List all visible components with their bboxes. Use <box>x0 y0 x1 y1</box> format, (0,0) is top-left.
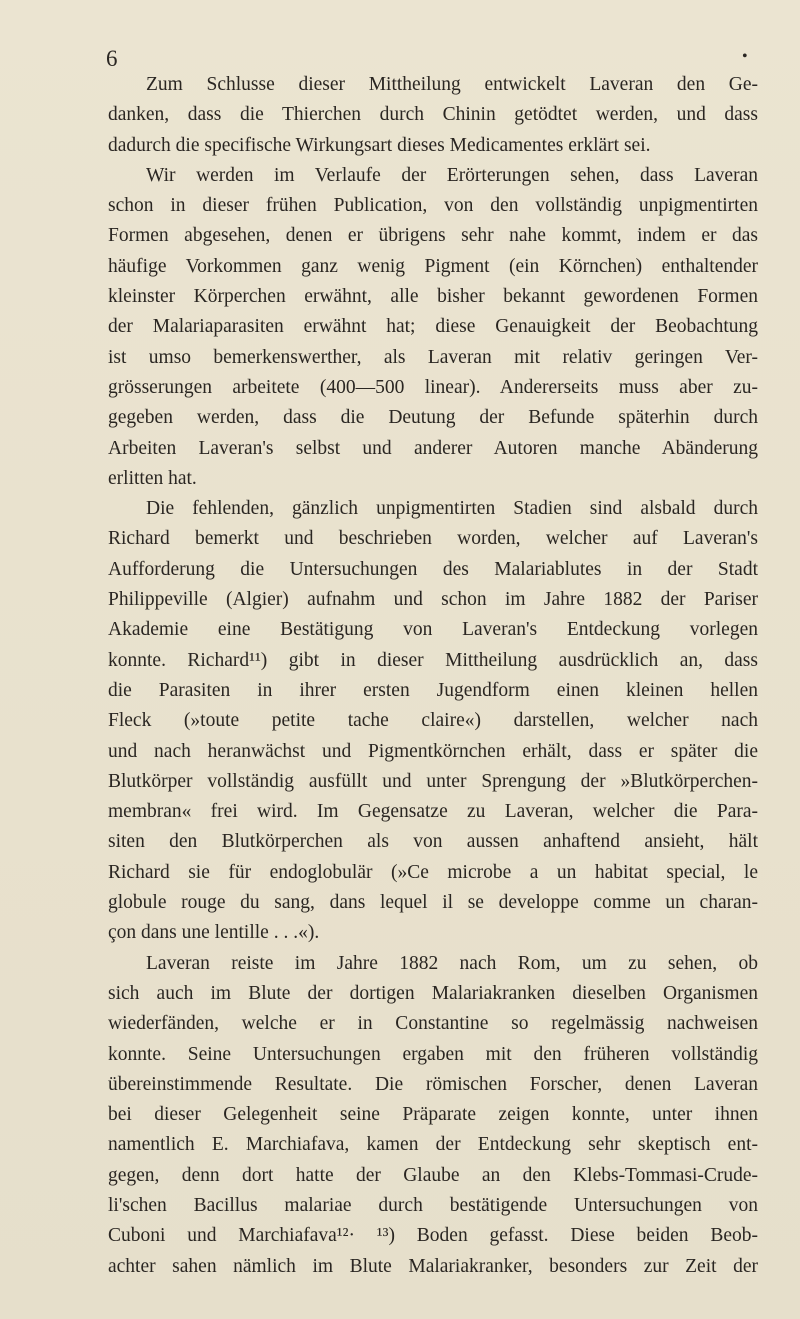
text-line: Arbeiten Laveran's selbst und anderer Autoren manche Abänderung <box>108 437 758 459</box>
text-line: bei dieser Gelegenheit seine Präparate zeigen konnte, unter ihnen <box>108 1104 758 1126</box>
text-line: globule rouge du sang, dans lequel il se developpe comme un charan- <box>108 892 758 914</box>
text-line: Richard sie für endoglobulär (»Ce microbe a un habitat special, le <box>108 861 758 883</box>
text-line: Wir werden im Verlaufe der Erörterungen sehen, dass Laveran <box>146 164 758 186</box>
text-line: die Parasiten in ihrer ersten Jugendform einen kleinen hellen <box>108 679 758 701</box>
text-line: Fleck (»toute petite tache claire«) darstellen, welcher nach <box>108 710 758 732</box>
text-line: Formen abgesehen, denen er übrigens sehr nahe kommt, indem er das <box>108 225 758 247</box>
body-text <box>108 70 758 1282</box>
text-line: siten den Blutkörperchen als von aussen anhaftend ansieht, hält <box>108 831 758 853</box>
text-line: danken, dass die Thierchen durch Chinin getödtet werden, und dass <box>108 104 758 126</box>
text-line: konnte. Richard¹¹) gibt in dieser Mittheilung ausdrücklich an, dass <box>108 649 758 671</box>
text-line: gegeben werden, dass die Deutung der Befunde späterhin durch <box>108 407 758 429</box>
text-line: dadurch die specifische Wirkungsart dieses Medicamentes erklärt sei. <box>108 134 651 156</box>
text-line: konnte. Seine Untersuchungen ergaben mit den früheren vollständig <box>108 1043 758 1065</box>
stray-mark: • <box>742 48 748 65</box>
text-line: Zum Schlusse dieser Mittheilung entwickelt Laveran den Ge- <box>146 74 758 95</box>
text-line: schon in dieser frühen Publication, von den vollständig unpigmentirten <box>108 195 758 217</box>
text-line: Die fehlenden, gänzlich unpigmentirten Stadien sind alsbald durch <box>146 498 758 520</box>
page-number: 6 <box>106 46 118 71</box>
text-line: çon dans une lentille . . .«). <box>108 922 320 944</box>
text-line: wiederfänden, welche er in Constantine so regelmässig nachweisen <box>108 1013 758 1035</box>
text-line: Cuboni und Marchiafava¹²· ¹³) Boden gefasst. Diese beiden Beob- <box>108 1225 758 1247</box>
text-line: gegen, denn dort hatte der Glaube an den Klebs-Tommasi-Crude- <box>108 1164 758 1186</box>
text-line: grösserungen arbeitete (400—500 linear). Andererseits muss aber zu- <box>108 376 758 398</box>
text-line: Akademie eine Bestätigung von Laveran's Entdeckung vorlegen <box>108 619 758 641</box>
text-line: Laveran reiste im Jahre 1882 nach Rom, um zu sehen, ob <box>146 952 758 974</box>
text-line: erlitten hat. <box>108 467 197 489</box>
text-line: li'schen Bacillus malariae durch bestätigende Untersuchungen von <box>108 1194 758 1216</box>
text-line: übereinstimmende Resultate. Die römischen Forscher, denen Laveran <box>108 1073 758 1095</box>
text-line: und nach heranwächst und Pigmentkörnchen erhält, dass er später die <box>108 740 758 762</box>
text-line: achter sahen nämlich im Blute Malariakranker, besonders zur Zeit der <box>108 1255 758 1277</box>
text-line: der Malariaparasiten erwähnt hat; diese Genauigkeit der Beobachtung <box>108 316 758 338</box>
text-line: sich auch im Blute der dortigen Malariakranken dieselben Organismen <box>108 982 758 1004</box>
text-line: Richard bemerkt und beschrieben worden, welcher auf Laveran's <box>108 528 758 550</box>
text-line: häufige Vorkommen ganz wenig Pigment (ein Körnchen) enthaltender <box>108 255 758 277</box>
text-line: Philippeville (Algier) aufnahm und schon im Jahre 1882 der Pariser <box>108 589 758 611</box>
text-line: membran« frei wird. Im Gegensatze zu Laveran, welcher die Para- <box>108 801 758 823</box>
text-line: kleinster Körperchen erwähnt, alle bisher bekannt gewordenen Formen <box>108 286 758 308</box>
text-line: ist umso bemerkenswerther, als Laveran mit relativ geringen Ver- <box>108 346 758 368</box>
text-line: Blutkörper vollständig ausfüllt und unter Sprengung der »Blutkörperchen- <box>108 770 758 792</box>
text-line: Aufforderung die Untersuchungen des Malariablutes in der Stadt <box>108 558 758 580</box>
text-line: namentlich E. Marchiafava, kamen der Entdeckung sehr skeptisch ent- <box>108 1134 758 1156</box>
